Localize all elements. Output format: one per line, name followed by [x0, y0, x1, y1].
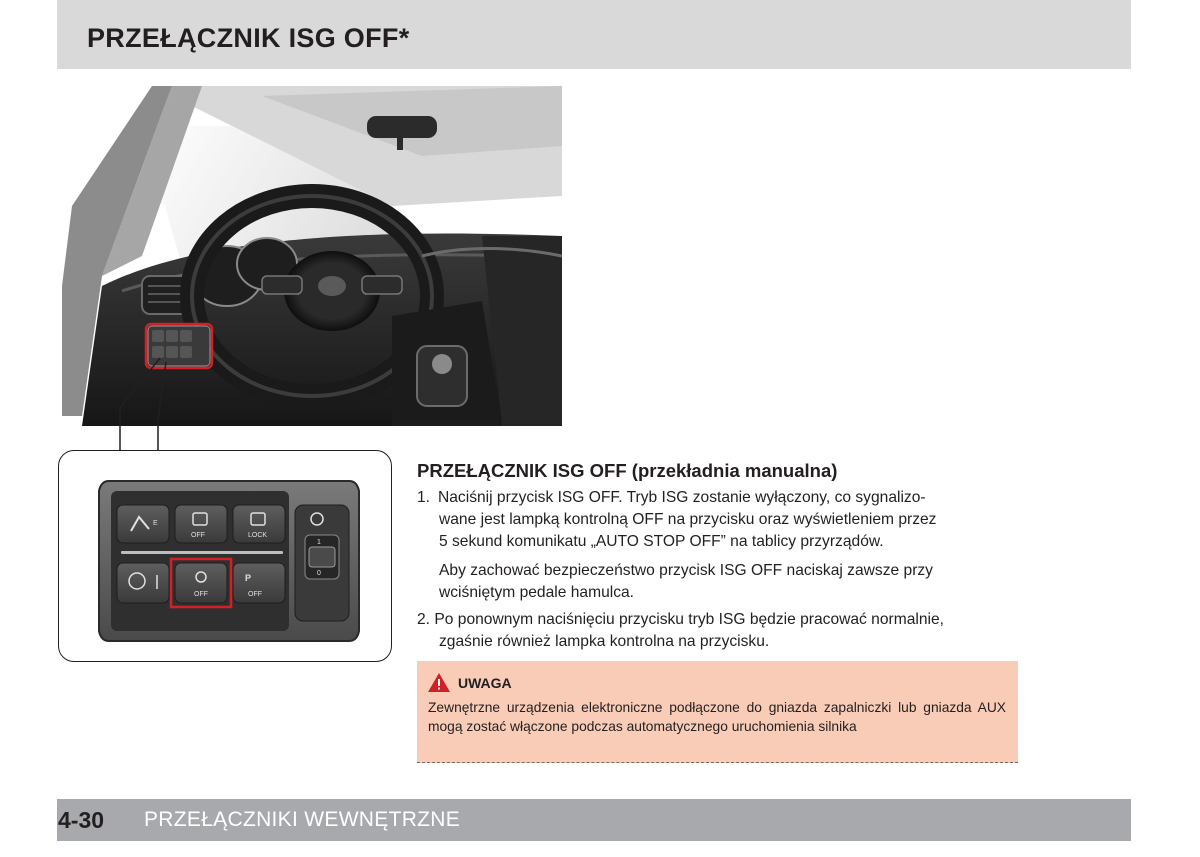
svg-text:OFF: OFF	[191, 532, 205, 539]
svg-text:P: P	[245, 573, 252, 583]
instruction-item-2	[417, 609, 944, 653]
section-heading: PRZEŁĄCZNIK ISG OFF (przekładnia manualna)	[417, 460, 838, 481]
parking-sensor-off-button	[233, 563, 285, 603]
warning-text: Zewnętrzne urządzenia elektroniczne podłączone do gniazda zapalniczki lub gniazda AUX mogą zostać włączone podczas automatycznego uruchomienia silnika	[428, 700, 1006, 734]
svg-text:OFF: OFF	[248, 591, 262, 598]
svg-text:E: E	[153, 520, 158, 527]
hill-descent-button	[117, 505, 169, 543]
item-number: 2.	[417, 611, 431, 628]
item1-line: wane jest lampką kontrolną OFF na przycisku oraz wyświetleniem przez	[439, 511, 937, 528]
page-number: 4-30	[58, 807, 105, 833]
warning-title: UWAGA	[458, 675, 512, 691]
svg-text:1: 1	[317, 539, 321, 546]
item-number: 1.	[417, 489, 431, 506]
note-line: wciśniętym pedale hamulca.	[439, 584, 635, 601]
item1-line: 5 sekund komunikatu „AUTO STOP OFF” na tablicy przyrządów.	[439, 533, 884, 550]
esp-off-button	[175, 505, 227, 543]
switch-panel-illustration	[59, 451, 393, 663]
warning-triangle-icon	[427, 672, 451, 693]
page-title: PRZEŁĄCZNIK ISG OFF*	[87, 23, 410, 53]
heated-wheel-button	[117, 563, 169, 603]
svg-text:LOCK: LOCK	[248, 532, 268, 539]
warning-box	[417, 661, 1018, 763]
svg-text:OFF: OFF	[194, 591, 208, 598]
instruction-note	[417, 560, 933, 604]
switch-panel-callout	[58, 450, 392, 662]
svg-text:0: 0	[317, 570, 321, 577]
note-line: Aby zachować bezpieczeństwo przycisk ISG OFF naciskaj zawsze przy	[439, 562, 933, 579]
chapter-title: PRZEŁĄCZNIKI WEWNĘTRZNE	[144, 808, 461, 831]
item2-line: Po ponownym naciśnięciu przycisku tryb ISG będzie pracować normalnie,	[434, 611, 944, 628]
isg-off-button	[171, 559, 231, 607]
4wd-lock-button	[233, 505, 285, 543]
headlamp-leveling-dial	[309, 547, 335, 567]
item1-line: Naciśnij przycisk ISG OFF. Tryb ISG zostanie wyłączony, co sygnalizo-	[438, 489, 926, 506]
item2-line: zgaśnie również lampka kontrolna na przycisku.	[439, 633, 770, 650]
car-interior-illustration	[62, 86, 562, 426]
instruction-item-1	[417, 487, 936, 553]
car-interior-photo	[62, 86, 562, 426]
